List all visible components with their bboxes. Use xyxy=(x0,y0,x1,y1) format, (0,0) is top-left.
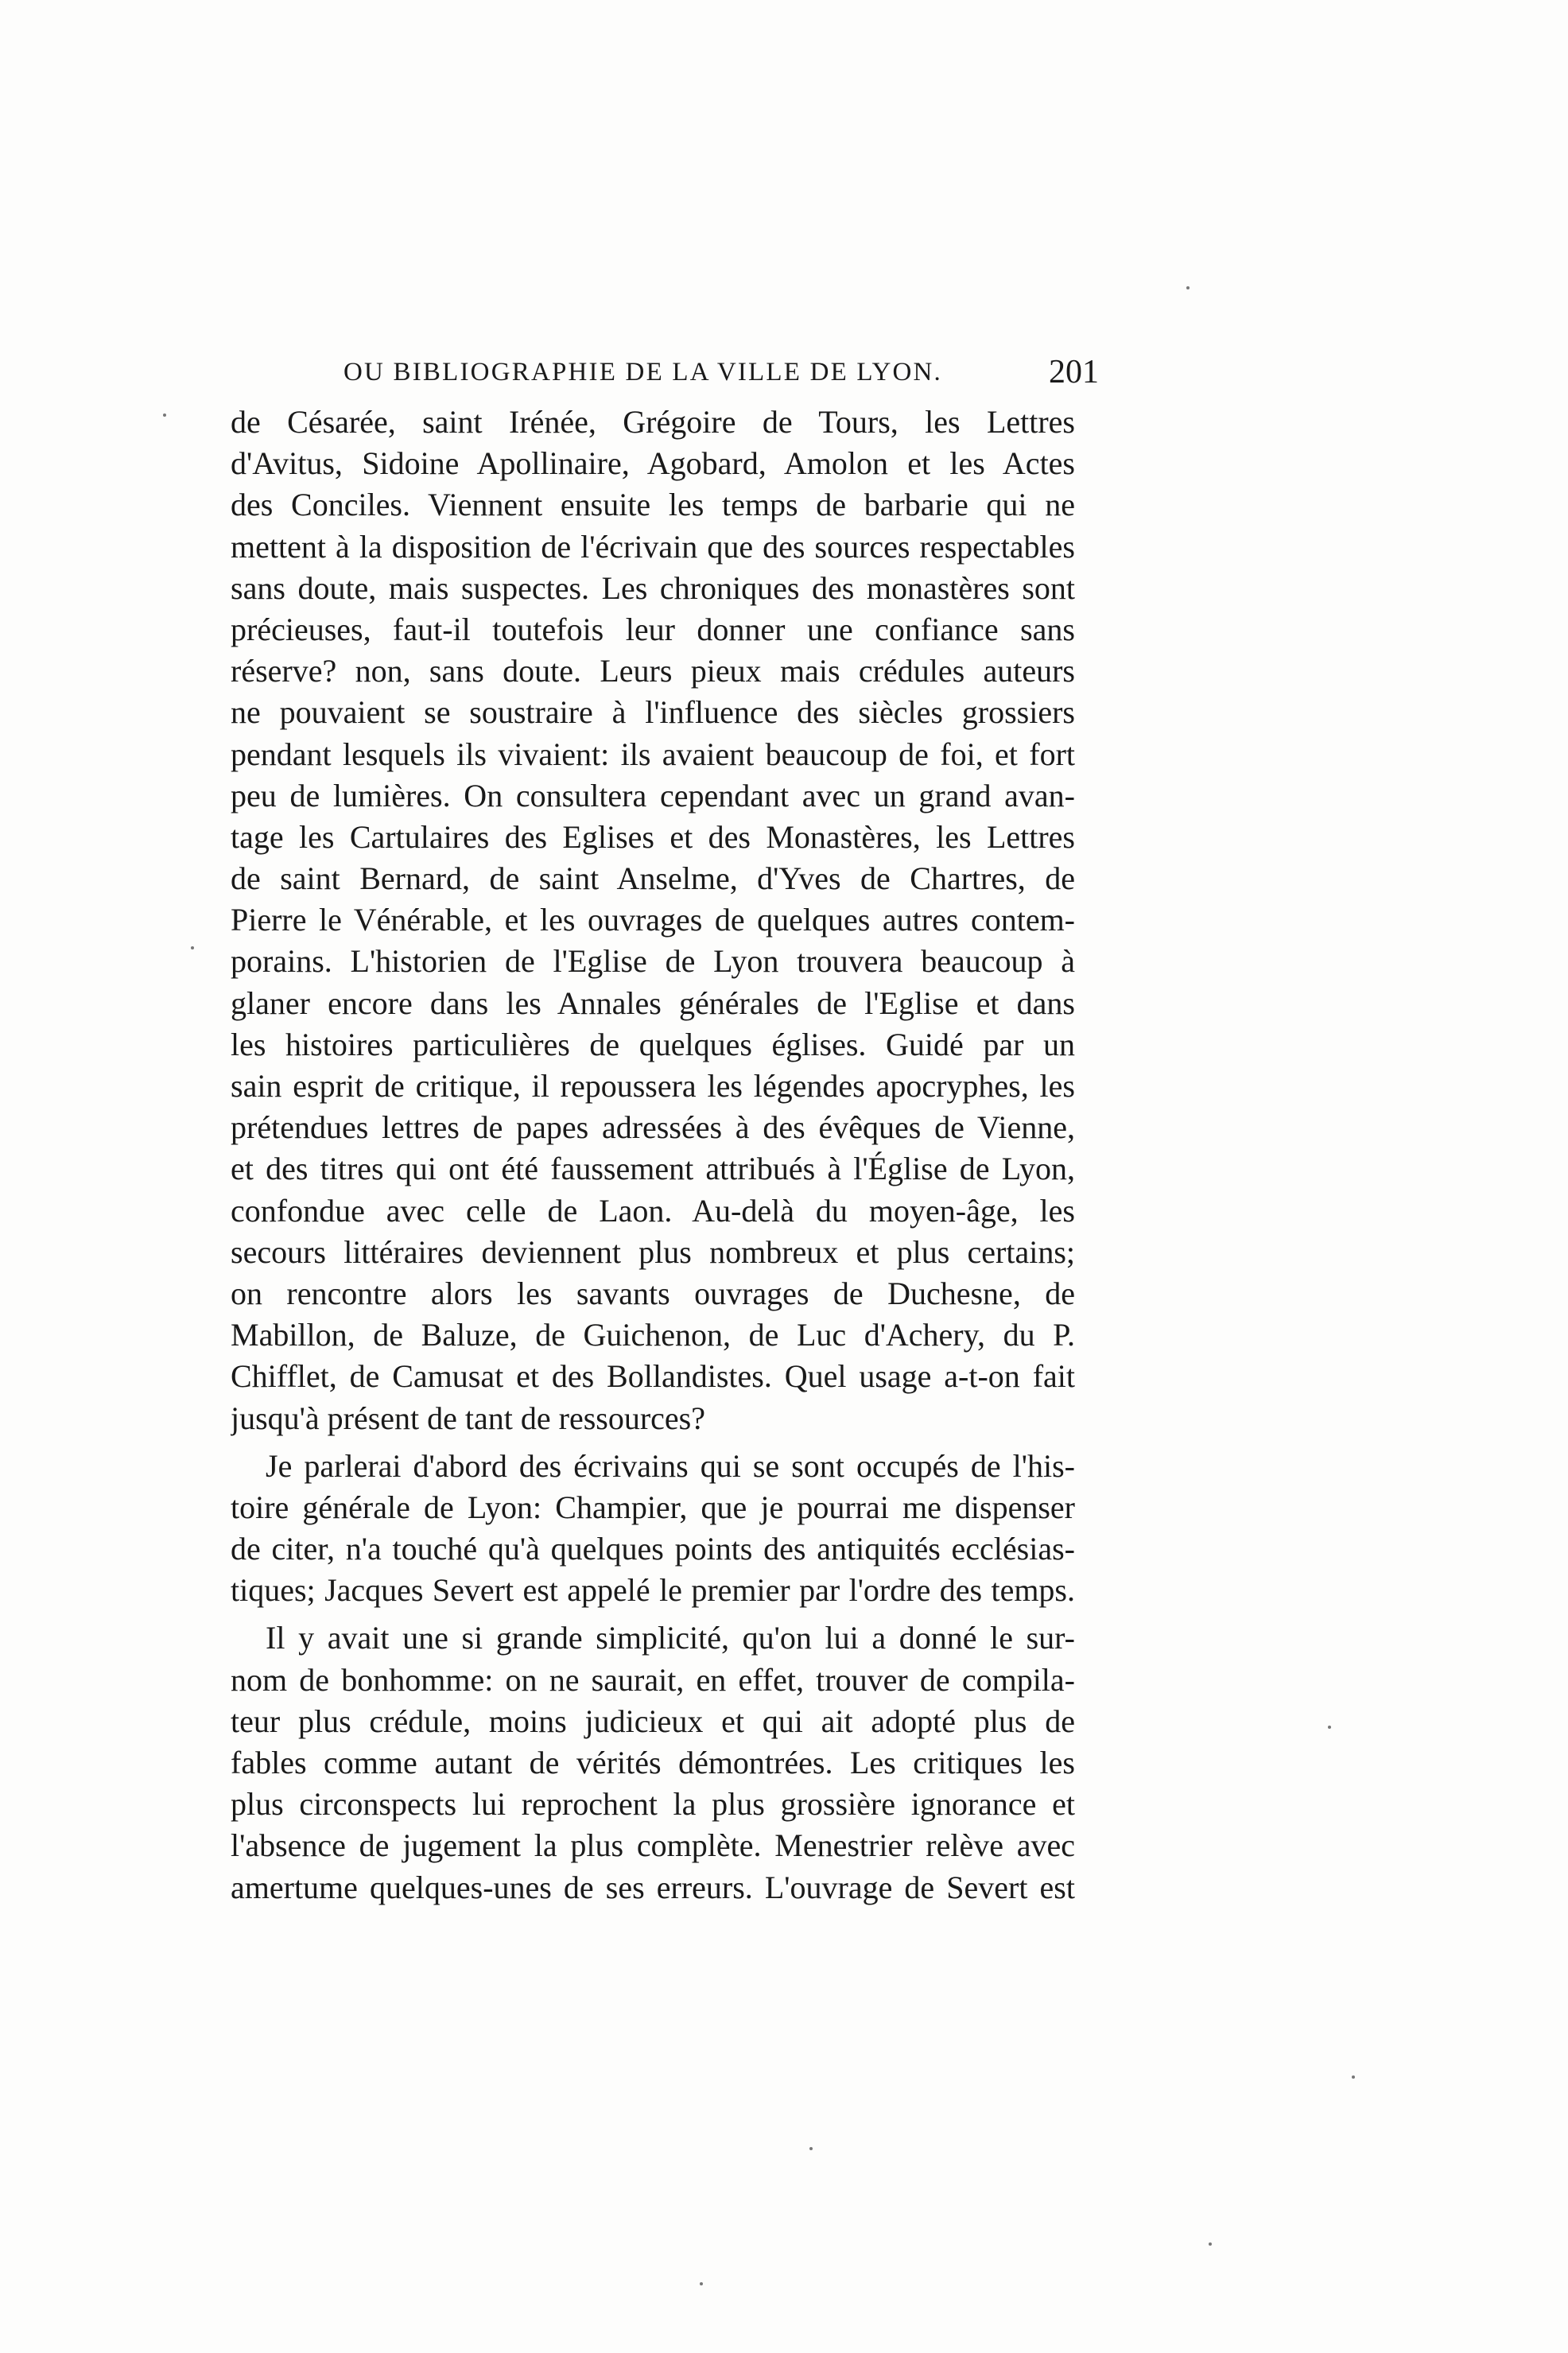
text-line: secours littéraires deviennent plus nombreux et plus certains; xyxy=(231,1233,1075,1270)
text-line: de Césarée, saint Irénée, Grégoire de Tours, les Lettres xyxy=(231,404,1075,440)
text-line: confondue avec celle de Laon. Au-delà du moyen-âge, les xyxy=(231,1192,1075,1229)
page-number: 201 xyxy=(1049,354,1099,390)
text-line: Chifflet, de Camusat et des Bollandistes. Quel usage a-t-on fait xyxy=(231,1358,1075,1395)
paragraph xyxy=(231,1617,1075,1908)
text-line: sans doute, mais suspectes. Les chroniques des monastères sont xyxy=(231,569,1075,606)
text-line: glaner encore dans les Annales générales de l'Eglise et dans xyxy=(231,984,1075,1021)
text-line: Pierre le Vénérable, et les ouvrages de quelques autres contem- xyxy=(231,902,1075,938)
text-line: Mabillon, de Baluze, de Guichenon, de Luc d'Achery, du P. xyxy=(231,1317,1075,1353)
paper-speck xyxy=(1209,2242,1212,2246)
paper-speck xyxy=(191,946,194,949)
text-line: réserve? non, sans doute. Leurs pieux mais crédules auteurs xyxy=(231,653,1075,689)
text-line: les histoires particulières de quelques églises. Guidé par un xyxy=(231,1026,1075,1062)
text-line: de citer, n'a touché qu'à quelques points des antiquités ecclésias- xyxy=(231,1531,1075,1567)
text-line: d'Avitus, Sidoine Apollinaire, Agobard, Amolon et les Actes xyxy=(231,445,1075,482)
text-line: amertume quelques-unes de ses erreurs. L'ouvrage de Severt est xyxy=(231,1869,1075,1905)
body-text xyxy=(231,402,1075,1908)
text-line: Il y avait une si grande simplicité, qu'on lui a donné le sur- xyxy=(266,1620,1075,1656)
text-line: pendant lesquels ils vivaient: ils avaient beaucoup de foi, et fort xyxy=(231,736,1075,772)
text-line: l'absence de jugement la plus complète. Menestrier relève avec xyxy=(231,1827,1075,1864)
paper-speck xyxy=(163,414,166,417)
text-line: ne pouvaient se soustraire à l'influence des siècles grossiers xyxy=(231,694,1075,731)
text-line: tage les Cartulaires des Eglises et des Monastères, les Lettres xyxy=(231,818,1075,855)
text-line: porains. L'historien de l'Eglise de Lyon trouvera beaucoup à xyxy=(231,943,1075,980)
text-line: jusqu'à présent de tant de ressources? xyxy=(231,1400,705,1436)
text-line: on rencontre alors les savants ouvrages de Duchesne, de xyxy=(231,1275,1075,1311)
paragraph xyxy=(231,402,1075,1439)
text-line: Je parlerai d'abord des écrivains qui se sont occupés de l'his- xyxy=(266,1447,1075,1484)
text-line: et des titres qui ont été faussement attribués à l'Église de Lyon, xyxy=(231,1151,1075,1187)
text-line: fables comme autant de vérités démontrées. Les critiques les xyxy=(231,1745,1075,1780)
text-line: tiques; Jacques Severt est appelé le premier par l'ordre des temps. xyxy=(231,1572,1075,1609)
text-line: mettent à la disposition de l'écrivain que des sources respectables xyxy=(231,528,1075,565)
running-head: OU BIBLIOGRAPHIE DE LA VILLE DE LYON. xyxy=(343,358,943,386)
paper-speck xyxy=(809,2147,813,2150)
paper-speck xyxy=(1352,2075,1355,2079)
paper-speck xyxy=(1186,286,1190,289)
paper-speck xyxy=(1328,1726,1331,1729)
text-line: prétendues lettres de papes adressées à des évêques de Vienne, xyxy=(231,1109,1075,1146)
text-line: des Conciles. Viennent ensuite les temps de barbarie qui ne xyxy=(231,487,1075,523)
text-line: précieuses, faut-il toutefois leur donner une confiance sans xyxy=(231,611,1075,647)
text-line: toire générale de Lyon: Champier, que je pourrai me dispenser xyxy=(231,1489,1075,1525)
text-line: sain esprit de critique, il repoussera les légendes apocryphes, les xyxy=(231,1068,1075,1104)
paragraph xyxy=(231,1446,1075,1612)
text-line: teur plus crédule, moins judicieux et qui ait adopté plus de xyxy=(231,1703,1075,1739)
text-line: plus circonspects lui reprochent la plus grossière ignorance et xyxy=(231,1786,1075,1823)
text-line: nom de bonhomme: on ne saurait, en effet, trouver de compila- xyxy=(231,1661,1075,1698)
page-header xyxy=(343,350,1099,398)
text-line: de saint Bernard, de saint Anselme, d'Yves de Chartres, de xyxy=(231,860,1075,897)
text-line: peu de lumières. On consultera cependant avec un grand avan- xyxy=(231,777,1075,813)
paper-speck xyxy=(700,2282,703,2285)
